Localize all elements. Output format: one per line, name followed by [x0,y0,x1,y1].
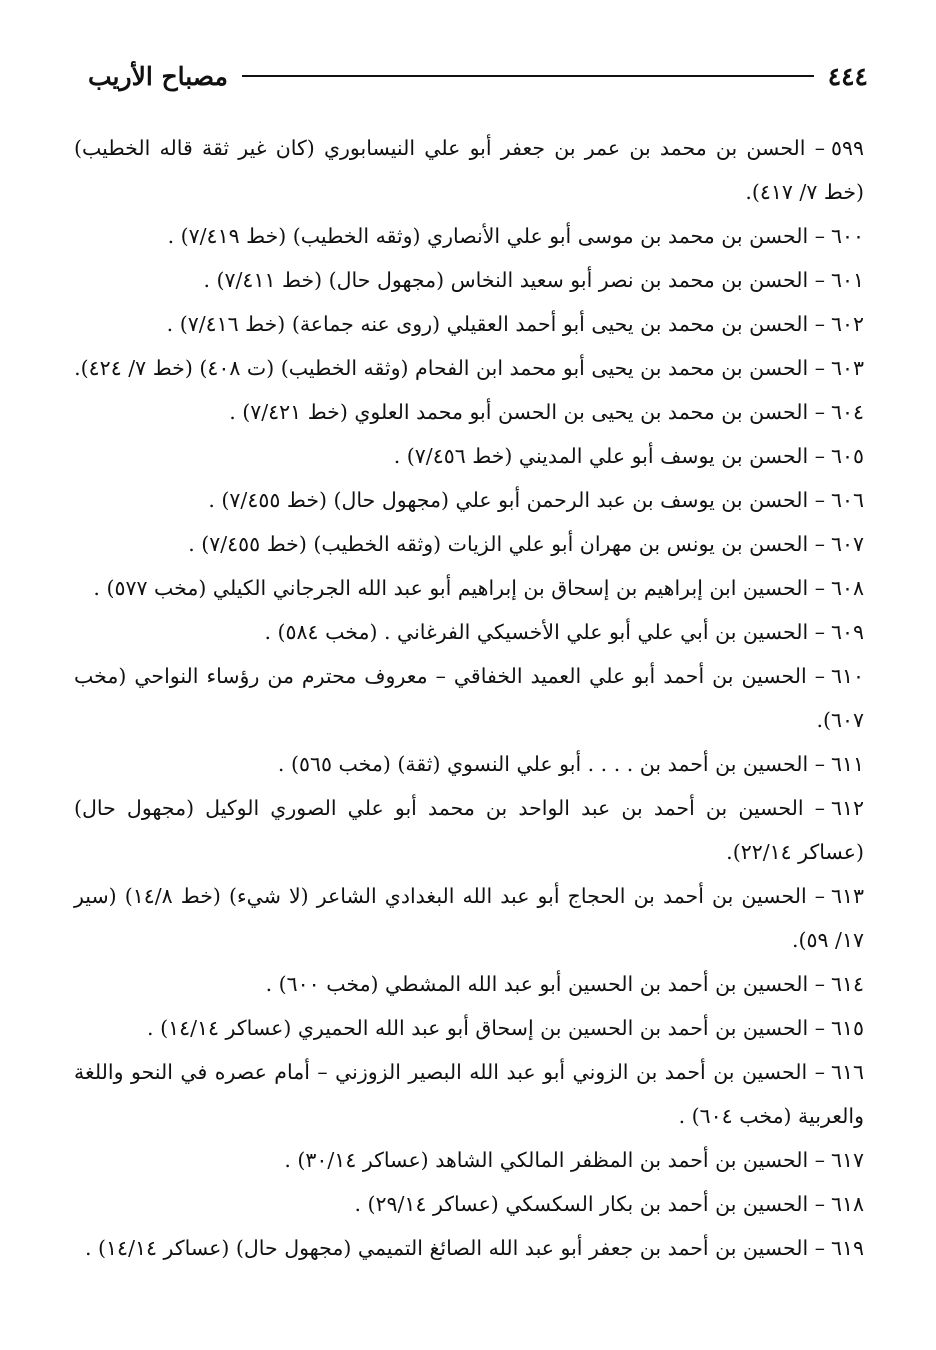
entry-607 [74,522,864,566]
entry-number: ٥٩٩ [830,136,864,160]
entry-number: ٦٠٣ [830,356,864,380]
entry-number: ٦٠٤ [830,400,864,424]
entry-text: – الحسين بن أحمد بن جعفر أبو عبد الله الصائغ التميمي (مجهول حال) (عساكر ١٤/١٤) . [85,1236,825,1260]
entry-number: ٦١٧ [830,1148,864,1172]
entry-text: – الحسن بن يوسف بن عبد الرحمن أبو علي (مجهول حال) (خط ٧/٤٥٥) . [208,488,825,512]
entry-text: – الحسين بن أحمد بن الحسين بن إسحاق أبو عبد الله الحميري (عساكر ١٤/١٤) . [147,1016,825,1040]
page-number: ٤٤٤ [827,61,868,91]
entry-number: ٦١٤ [830,972,864,996]
entry-number: ٦٠٦ [830,488,864,512]
entry-text: – الحسين بن أحمد بن . . . . أبو علي النسوي (ثقة) (مخب ٥٦٥) . [277,752,825,776]
entry-614 [74,962,864,1006]
entry-601 [74,258,864,302]
entry-619 [74,1226,864,1270]
entry-text: – الحسن بن يونس بن مهران أبو علي الزيات (وثقه الخطيب) (خط ٧/٤٥٥) . [188,532,825,556]
entry-number: ٦٠٧ [830,532,864,556]
entry-605 [74,434,864,478]
entry-604 [74,390,864,434]
entry-number: ٦٠٨ [830,576,864,600]
entry-616 [74,1050,864,1138]
entry-611 [74,742,864,786]
entry-number: ٦٠٢ [830,312,864,336]
entry-number: ٦٠١ [830,268,864,292]
entry-606 [74,478,864,522]
entry-text: – الحسين بن أبي علي أبو علي الأخسيكي الفرغاني . (مخب ٥٨٤) . [264,620,825,644]
entry-number: ٦١٢ [830,796,864,820]
entry-612 [74,786,864,874]
entry-text: – الحسن بن محمد بن نصر أبو سعيد النخاس (مجهول حال) (خط ٧/٤١١) . [203,268,825,292]
entry-603 [74,346,864,390]
entry-text: – الحسين ابن إبراهيم بن إسحاق بن إبراهيم أبو عبد الله الجرجاني الكيلي (مخب ٥٧٧) . [93,576,825,600]
entry-number: ٦٠٩ [830,620,864,644]
entry-618 [74,1182,864,1226]
entry-number: ٦١٥ [830,1016,864,1040]
entry-number: ٦١٣ [830,884,865,908]
entry-text: – الحسين بن أحمد بن المظفر المالكي الشاهد (عساكر ٣٠/١٤) . [284,1148,825,1172]
entry-617 [74,1138,864,1182]
entry-613 [74,874,864,962]
entry-599 [74,126,864,214]
entry-number: ٦١٩ [830,1236,864,1260]
entry-text: – الحسين بن أحمد بن الزوني أبو عبد الله البصير الزوزني – أمام عصره في النحو واللغة والعربية (مخب ٦٠٤) . [74,1060,864,1128]
entry-number: ٦١٦ [830,1060,864,1084]
running-title: مصباح الأريب [88,61,228,91]
entry-615 [74,1006,864,1050]
entry-text: – الحسين بن أحمد بن الحجاج أبو عبد الله البغدادي الشاعر (لا شيء) (خط ١٤/٨) (سير ١٧/ ٥٩). [74,884,864,952]
header-rule [242,75,814,77]
entry-number: ٦٠٥ [830,444,864,468]
entry-text: – الحسن بن محمد بن موسى أبو علي الأنصاري (وثقه الخطيب) (خط ٧/٤١٩) . [167,224,825,248]
entry-number: ٦١٨ [830,1192,864,1216]
entry-text: – الحسين بن أحمد بن عبد الواحد بن محمد أبو علي الصوري الوكيل (مجهول حال) (عساكر ٢٢/١٤). [74,796,864,864]
entry-text: – الحسين بن أحمد أبو علي العميد الخفاقي – معروف محترم من رؤساء النواحي (مخب ٦٠٧). [74,664,864,732]
entry-text: – الحسن بن محمد بن يحيى بن الحسن أبو محمد العلوي (خط ٧/٤٢١) . [229,400,825,424]
entry-text: – الحسين بن أحمد بن الحسين أبو عبد الله المشطي (مخب ٦٠٠) . [265,972,825,996]
entry-list [74,126,864,1270]
entry-609 [74,610,864,654]
entry-number: ٦٠٠ [830,224,864,248]
entry-text: – الحسن بن محمد بن يحيى أبو أحمد العقيلي (روى عنه جماعة) (خط ٧/٤١٦) . [166,312,825,336]
entry-text: – الحسن بن يوسف أبو علي المديني (خط ٧/٤٥٦) . [393,444,825,468]
entry-number: ٦١٠ [830,664,864,688]
entry-608 [74,566,864,610]
entry-text: – الحسين بن أحمد بن بكار السكسكي (عساكر ٢٩/١٤) . [354,1192,825,1216]
entry-602 [74,302,864,346]
entry-text: – الحسن بن محمد بن عمر بن جعفر أبو علي النيسابوري (كان غير ثقة قاله الخطيب) (خط ٧/ ٤١٧). [74,136,864,204]
entry-600 [74,214,864,258]
entry-610 [74,654,864,742]
page-header [88,58,868,94]
entry-number: ٦١١ [830,752,864,776]
entry-text: – الحسن بن محمد بن يحيى أبو محمد ابن الفحام (وثقه الخطيب) (ت ٤٠٨) (خط ٧/ ٤٢٤). [74,356,825,380]
